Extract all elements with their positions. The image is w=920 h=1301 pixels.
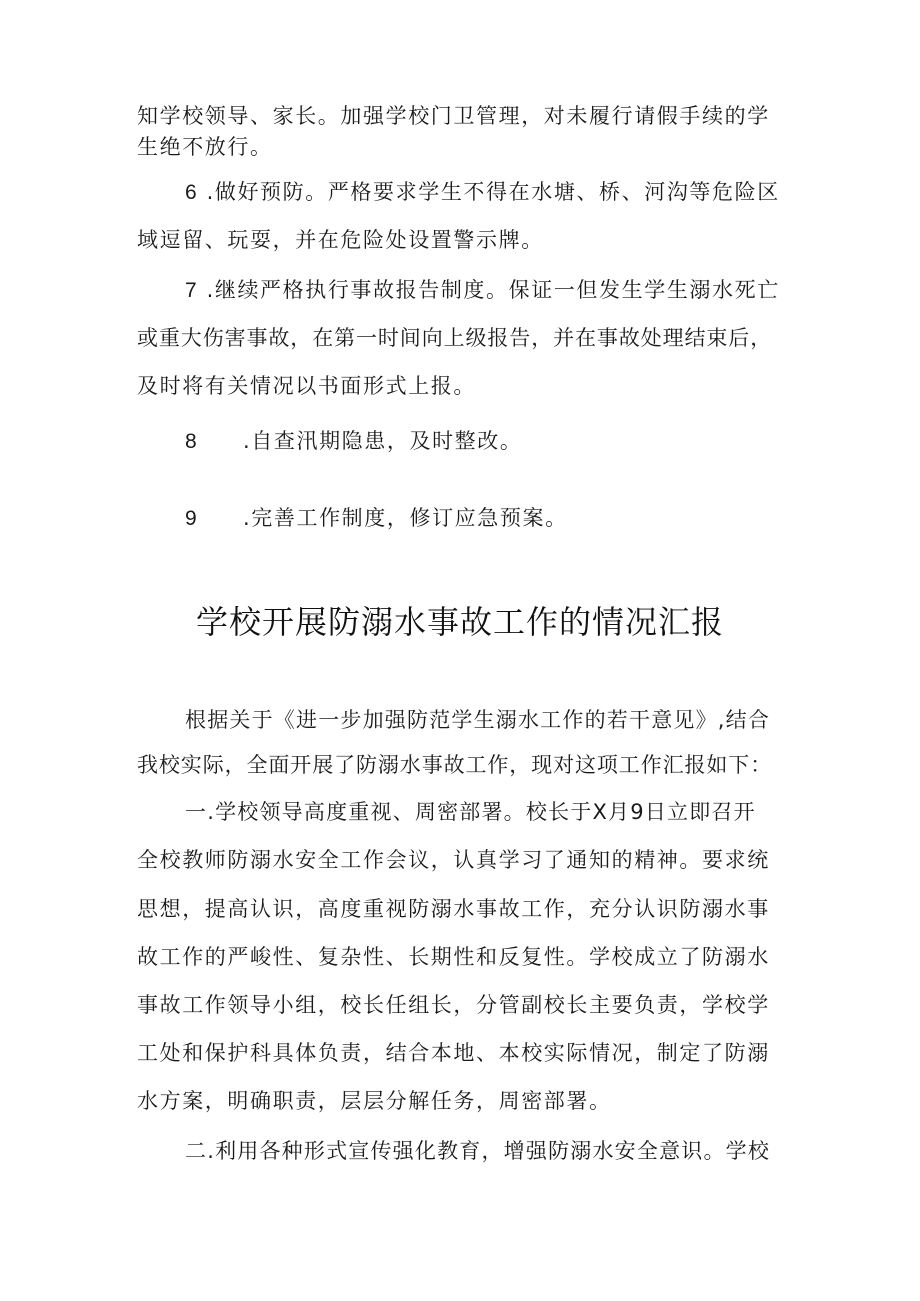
paragraph-1-line: 水方案，明确职责，层层分解任务，周密部署。 [137,1089,612,1113]
item-text: .自查汛期隐患，及时整改。 [243,429,523,453]
list-item-6 [185,177,797,208]
paragraph-1-line: 全校教师防溺水安全工作会议，认真学习了通知的精神。要求统 [137,848,770,872]
paragraph-1-line: 一.学校领导高度重视、周密部署。校长于X月9日立即召开 [185,800,756,824]
intro-line: 根据关于《进一步加强防范学生溺水工作的若干意见》,结合 [185,708,771,732]
item-text: .做好预防。严格要求学生不得在水塘、桥、河沟等危险区 [206,180,780,204]
intro-line: 我校实际，全面开展了防溺水事故工作，现对这项工作汇报如下： [137,753,773,777]
item-number: 9 [185,507,199,530]
list-item-7 [185,275,797,306]
item-text: .完善工作制度，修订应急预案。 [243,506,568,530]
item-number: 7 [185,279,199,302]
item-text: .继续严格执行事故报告制度。保证一但发生学生溺水死亡 [206,278,780,302]
paragraph-line: 或重大伤害事故，在第一时间向上级报告，并在事故处理结束后， [137,326,773,350]
paragraph-1-line: 思想，提高认识，高度重视防溺水事故工作，充分认识防溺水事 [137,897,770,921]
paragraph-line: 生绝不放行。 [137,135,273,159]
report-title: 学校开展防溺水事故工作的情况汇报 [195,603,724,641]
paragraph-line: 知学校领导、家长。加强学校门卫管理，对未履行请假手续的学 [137,104,770,128]
paragraph-1-line: 工处和保护科具体负责，结合本地、本校实际情况，制定了防溺 [137,1041,770,1065]
list-item-9 [185,503,797,534]
paragraph-1-line: 故工作的严峻性、复杂性、长期性和反复性。学校成立了防溺水 [137,945,770,969]
item-number: 8 [185,430,199,453]
paragraph-line: 及时将有关情况以书面形式上报。 [137,374,476,398]
paragraph-2-line: 二.利用各种形式宣传强化教育，增强防溺水安全意识。学校 [185,1139,771,1163]
item-number: 6 [185,181,199,204]
paragraph-line: 域逗留、玩耍，并在危险处设置警示牌。 [137,228,544,252]
list-item-8 [185,426,797,457]
paragraph-1-line: 事故工作领导小组，校长任组长，分管副校长主要负责，学校学 [137,993,770,1017]
